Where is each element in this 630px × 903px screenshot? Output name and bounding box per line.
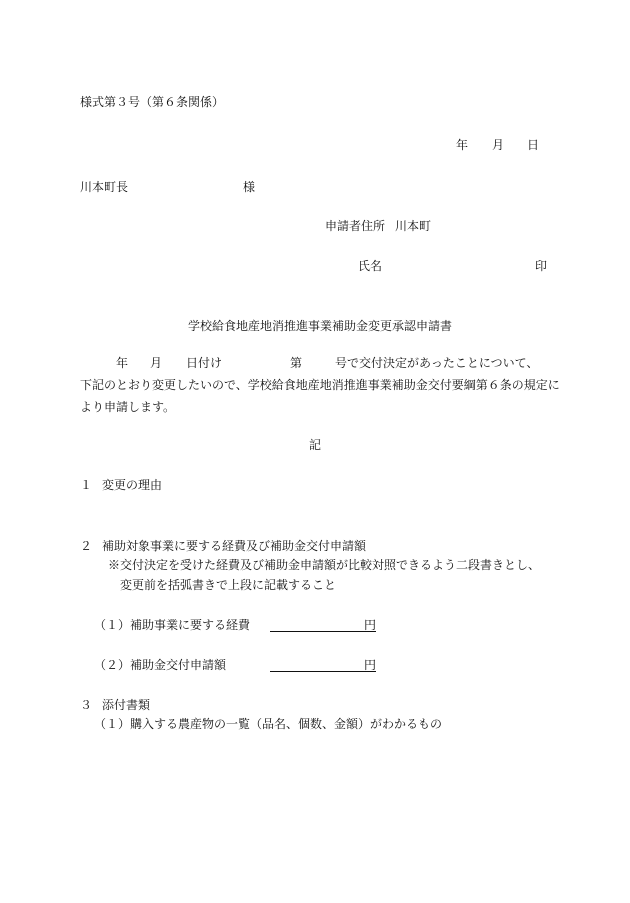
ki-heading: 記 (309, 438, 322, 452)
form-number: 様式第３号（第６条関係） (80, 95, 225, 109)
item2-amount-blank (270, 671, 376, 672)
body-dai: 第 (290, 356, 303, 370)
section2-number: ２ (80, 539, 93, 553)
section1-number: １ (80, 478, 93, 492)
body-line1-tail: 号で交付決定があったことについて、 (335, 356, 539, 370)
body-month: 月 (150, 356, 163, 370)
body-line3: より申請します。 (80, 400, 176, 414)
body-dated: 日付け (186, 356, 223, 370)
item1-unit: 円 (364, 618, 377, 632)
section3-title: 添付書類 (102, 698, 151, 712)
item2-label: 補助金交付申請額 (130, 658, 227, 672)
section1-title: 変更の理由 (102, 478, 163, 492)
document-title: 学校給食地産地消推進事業補助金変更承認申請書 (188, 319, 453, 333)
applicant-address-value: 川本町 (395, 219, 432, 233)
body-line2: 下記のとおり変更したいので、学校給食地産地消推進事業補助金交付要綱第６条の規定に (80, 378, 560, 392)
section2-note-line2: 変更前を括弧書きで上段に記載すること (120, 578, 337, 592)
seal-mark: 印 (535, 259, 548, 273)
addressee-honorific: 様 (243, 180, 256, 194)
date-month: 月 (492, 138, 505, 152)
section2-note-line1: ※交付決定を受けた経費及び補助金申請額が比較対照できるよう二段書きとし、 (108, 558, 541, 572)
section3-number: ３ (80, 698, 93, 712)
item1-label: 補助事業に要する経費 (130, 618, 251, 632)
addressee-name: 川本町長 (80, 180, 129, 194)
item1-amount-blank (270, 631, 376, 632)
item2-unit: 円 (364, 658, 377, 672)
item2-number: （２） (94, 658, 131, 672)
section2-title: 補助対象事業に要する経費及び補助金交付申請額 (102, 539, 367, 553)
applicant-name-label: 氏名 (358, 259, 383, 273)
section3-item1: （１）購入する農産物の一覧（品名、個数、金額）がわかるもの (94, 717, 443, 731)
date-year: 年 (456, 138, 469, 152)
applicant-address-label: 申請者住所 (325, 219, 386, 233)
item1-number: （１） (94, 618, 131, 632)
date-day: 日 (527, 138, 540, 152)
body-year: 年 (116, 356, 129, 370)
